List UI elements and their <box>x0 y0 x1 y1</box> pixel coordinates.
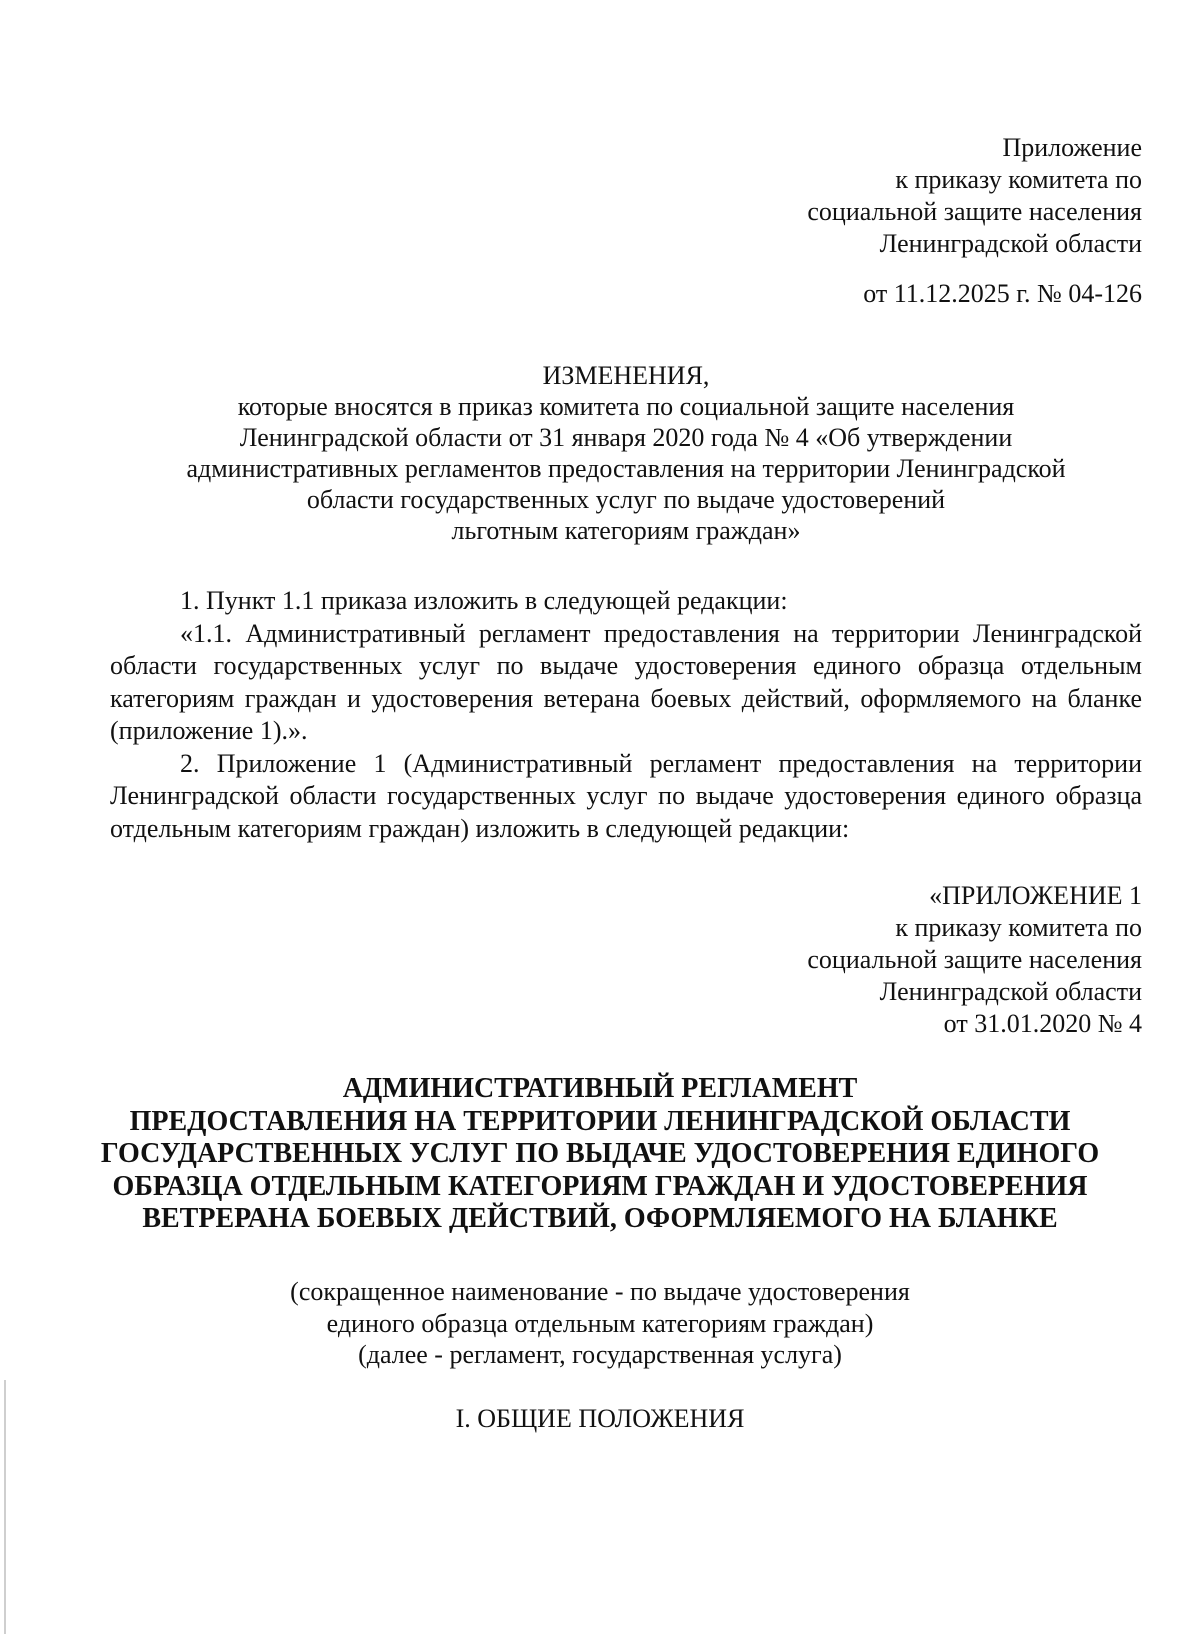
scan-edge-line <box>4 1380 6 1634</box>
item-1-quote: «1.1. Административный регламент предоставления на территории Ленинградской области государственных услуг по выдаче удостоверения единого образца отдельным категориям граждан и удостоверения ветерана боевых действий, оформляемого на бланке (приложение 1).». <box>110 618 1142 745</box>
changes-title-line: льготным категориям граждан» <box>451 516 801 545</box>
appendix-line: «ПРИЛОЖЕНИЕ 1 <box>929 881 1142 910</box>
changes-title <box>110 360 1142 546</box>
regulation-title-line: ОБРАЗЦА ОТДЕЛЬНЫМ КАТЕГОРИЯМ ГРАЖДАН И УДОСТОВЕРЕНИЯ <box>112 1170 1088 1202</box>
appendix-reference <box>807 880 1142 1040</box>
approval-line: Ленинградской области <box>879 229 1142 258</box>
changes-title-line: области государственных услуг по выдаче удостоверений <box>306 485 946 514</box>
changes-title-line: которые вносятся в приказ комитета по социальной защите населения <box>237 392 1015 421</box>
regulation-title-line: ГОСУДАРСТВЕННЫХ УСЛУГ ПО ВЫДАЧЕ УДОСТОВЕРЕНИЯ ЕДИНОГО <box>100 1138 1100 1169</box>
section-title: I. ОБЩИЕ ПОЛОЖЕНИЯ <box>455 1404 745 1433</box>
appendix-line: к приказу комитета по <box>895 913 1142 942</box>
changes-title-line: Ленинградской области от 31 января 2020 года № 4 «Об утверждении <box>239 423 1013 452</box>
approval-block <box>807 132 1142 260</box>
approval-line: к приказу комитета по <box>895 165 1142 194</box>
approval-line: социальной защите населения <box>807 197 1142 226</box>
changes-title-line: административных регламентов предоставления на территории Ленинградской <box>186 454 1066 483</box>
regulation-title-line: ВЕТРЕРАНА БОЕВЫХ ДЕЙСТВИЙ, ОФОРМЛЯЕМОГО НА БЛАНКЕ <box>142 1203 1058 1234</box>
appendix-line: социальной защите населения <box>807 945 1142 974</box>
appendix-line: Ленинградской области <box>879 977 1142 1006</box>
regulation-title-line: ПРЕДОСТАВЛЕНИЯ НА ТЕРРИТОРИИ ЛЕНИНГРАДСКОЙ ОБЛАСТИ <box>129 1105 1071 1137</box>
short-name-line: (сокращенное наименование - по выдаче удостоверения <box>290 1277 910 1306</box>
short-name <box>60 1276 1140 1371</box>
item-1-intro: 1. Пункт 1.1 приказа изложить в следующей редакции: <box>180 586 788 615</box>
approval-line: Приложение <box>1002 133 1142 162</box>
approval-date <box>863 278 1142 310</box>
section-heading <box>60 1403 1140 1434</box>
regulation-title <box>60 1073 1140 1236</box>
changes-heading: ИЗМЕНЕНИЯ, <box>542 361 710 390</box>
appendix-line: от 31.01.2020 № 4 <box>943 1009 1142 1038</box>
short-name-line: (далее - регламент, государственная услуга) <box>358 1340 842 1369</box>
body-text <box>110 585 1142 845</box>
item-2-paragraph: 2. Приложение 1 (Административный регламент предоставления на территории Ленинградской области государственных услуг по выдаче удостоверения единого образца отдельным категориям граждан) изложить в следующей редакции: <box>110 748 1142 843</box>
short-name-line: единого образца отдельным категориям граждан) <box>326 1308 874 1338</box>
approval-date-line: от 11.12.2025 г. № 04-126 <box>863 279 1142 308</box>
regulation-title-line: АДМИНИСТРАТИВНЫЙ РЕГЛАМЕНТ <box>342 1073 858 1104</box>
